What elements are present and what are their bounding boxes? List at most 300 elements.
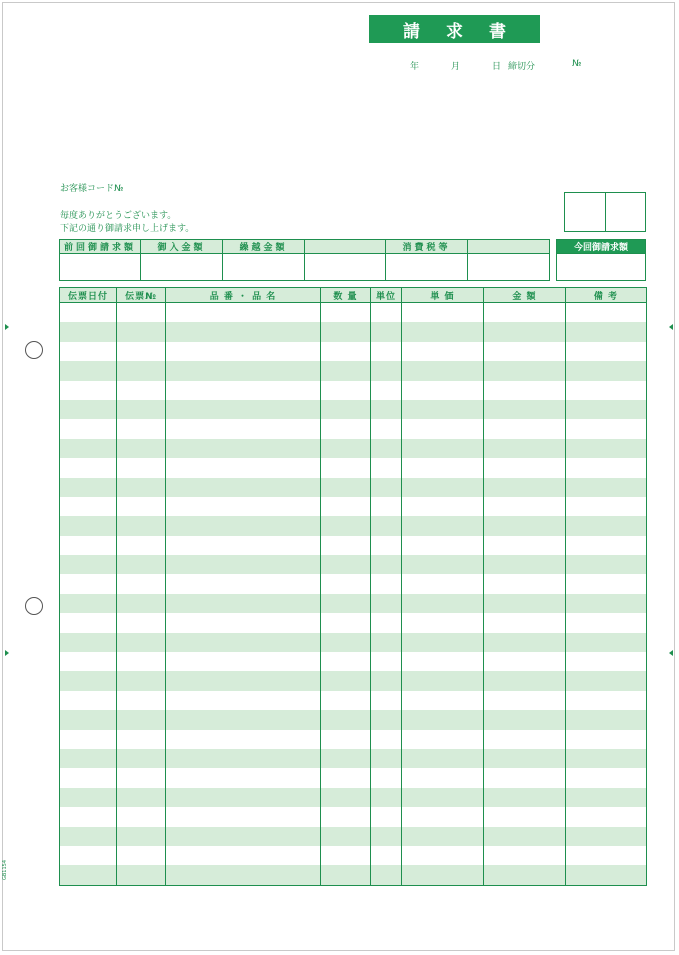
detail-header-quantity: 数 量 — [321, 288, 371, 303]
unit-cell[interactable] — [371, 846, 402, 865]
slip-no-cell[interactable] — [117, 730, 166, 749]
slip-no-cell[interactable] — [117, 574, 166, 593]
remarks-cell[interactable] — [566, 478, 647, 497]
item-cell[interactable] — [166, 730, 321, 749]
stamp-divider — [605, 193, 606, 231]
item-cell[interactable] — [166, 478, 321, 497]
unit-cell[interactable] — [371, 788, 402, 807]
table-row — [60, 322, 647, 341]
unit-price-cell[interactable] — [402, 652, 484, 671]
date-cell[interactable] — [60, 846, 117, 865]
slip-no-cell[interactable] — [117, 516, 166, 535]
date-cell[interactable] — [60, 749, 117, 768]
unit-price-cell[interactable] — [402, 691, 484, 710]
quantity-cell[interactable] — [321, 478, 371, 497]
unit-price-cell[interactable] — [402, 303, 484, 323]
table-row — [60, 516, 647, 535]
amount-cell[interactable] — [484, 749, 566, 768]
quantity-cell[interactable] — [321, 652, 371, 671]
unit-cell[interactable] — [371, 419, 402, 438]
unit-cell[interactable] — [371, 497, 402, 516]
item-cell[interactable] — [166, 827, 321, 846]
item-cell[interactable] — [166, 381, 321, 400]
date-cell[interactable] — [60, 342, 117, 361]
remarks-cell[interactable] — [566, 342, 647, 361]
remarks-cell[interactable] — [566, 710, 647, 729]
month-label: 月 — [451, 62, 461, 72]
quantity-cell[interactable] — [321, 555, 371, 574]
unit-cell[interactable] — [371, 439, 402, 458]
right-marker-bottom — [669, 650, 673, 656]
slip-no-cell[interactable] — [117, 749, 166, 768]
date-cell[interactable] — [60, 303, 117, 323]
day-label: 日 — [492, 62, 502, 72]
amount-cell[interactable] — [484, 788, 566, 807]
item-cell[interactable] — [166, 807, 321, 826]
unit-cell[interactable] — [371, 458, 402, 477]
amount-cell[interactable] — [484, 439, 566, 458]
amount-cell[interactable] — [484, 710, 566, 729]
slip-no-cell[interactable] — [117, 768, 166, 787]
item-cell[interactable] — [166, 710, 321, 729]
date-cell[interactable] — [60, 652, 117, 671]
slip-no-cell[interactable] — [117, 478, 166, 497]
remarks-cell[interactable] — [566, 458, 647, 477]
amount-cell[interactable] — [484, 613, 566, 632]
unit-price-cell[interactable] — [402, 768, 484, 787]
remarks-cell[interactable] — [566, 381, 647, 400]
remarks-cell[interactable] — [566, 788, 647, 807]
quantity-cell[interactable] — [321, 691, 371, 710]
date-cell[interactable] — [60, 613, 117, 632]
amount-cell[interactable] — [484, 846, 566, 865]
remarks-cell[interactable] — [566, 846, 647, 865]
detail-header-date: 伝票日付 — [60, 288, 117, 303]
table-row — [60, 419, 647, 438]
date-cell[interactable] — [60, 322, 117, 341]
slip-no-cell[interactable] — [117, 846, 166, 865]
amount-cell[interactable] — [484, 633, 566, 652]
item-cell[interactable] — [166, 361, 321, 380]
slip-no-cell[interactable] — [117, 613, 166, 632]
consumption-tax-cell[interactable] — [386, 254, 468, 281]
unit-price-cell[interactable] — [402, 458, 484, 477]
amount-cell[interactable] — [484, 827, 566, 846]
item-cell[interactable] — [166, 574, 321, 593]
left-marker-bottom — [5, 650, 9, 656]
summary-table — [59, 239, 550, 281]
year-label: 年 — [410, 62, 420, 72]
table-row — [60, 671, 647, 690]
slip-no-cell[interactable] — [117, 322, 166, 341]
carried-forward-cell[interactable] — [223, 254, 305, 281]
slip-no-cell[interactable] — [117, 536, 166, 555]
item-cell[interactable] — [166, 788, 321, 807]
quantity-cell[interactable] — [321, 381, 371, 400]
amount-cell[interactable] — [484, 768, 566, 787]
unit-price-cell[interactable] — [402, 749, 484, 768]
date-cell[interactable] — [60, 827, 117, 846]
slip-no-cell[interactable] — [117, 555, 166, 574]
amount-cell[interactable] — [484, 478, 566, 497]
slip-no-cell[interactable] — [117, 381, 166, 400]
quantity-cell[interactable] — [321, 594, 371, 613]
unit-price-cell[interactable] — [402, 671, 484, 690]
remarks-cell[interactable] — [566, 691, 647, 710]
summary-blank-cell[interactable] — [305, 254, 386, 281]
table-row — [60, 827, 647, 846]
unit-cell[interactable] — [371, 865, 402, 885]
quantity-cell[interactable] — [321, 788, 371, 807]
quantity-cell[interactable] — [321, 710, 371, 729]
unit-cell[interactable] — [371, 730, 402, 749]
unit-cell[interactable] — [371, 768, 402, 787]
date-cell[interactable] — [60, 691, 117, 710]
punch-hole-bottom — [25, 597, 43, 615]
amount-cell[interactable] — [484, 807, 566, 826]
unit-cell[interactable] — [371, 671, 402, 690]
unit-price-cell[interactable] — [402, 865, 484, 885]
unit-cell[interactable] — [371, 633, 402, 652]
unit-price-cell[interactable] — [402, 497, 484, 516]
table-row — [60, 342, 647, 361]
item-cell[interactable] — [166, 342, 321, 361]
amount-cell[interactable] — [484, 516, 566, 535]
date-cell[interactable] — [60, 419, 117, 438]
slip-no-cell[interactable] — [117, 807, 166, 826]
quantity-cell[interactable] — [321, 749, 371, 768]
amount-cell[interactable] — [484, 536, 566, 555]
item-cell[interactable] — [166, 536, 321, 555]
quantity-cell[interactable] — [321, 613, 371, 632]
quantity-cell[interactable] — [321, 361, 371, 380]
slip-no-cell[interactable] — [117, 652, 166, 671]
item-cell[interactable] — [166, 516, 321, 535]
remarks-cell[interactable] — [566, 439, 647, 458]
amount-cell[interactable] — [484, 730, 566, 749]
form-code: GB1154 — [2, 859, 8, 880]
amount-cell[interactable] — [484, 303, 566, 323]
table-row — [60, 788, 647, 807]
item-cell[interactable] — [166, 303, 321, 323]
right-marker-top — [669, 324, 673, 330]
remarks-cell[interactable] — [566, 633, 647, 652]
amount-cell[interactable] — [484, 381, 566, 400]
summary-header — [468, 240, 550, 254]
quantity-cell[interactable] — [321, 827, 371, 846]
amount-cell[interactable] — [484, 400, 566, 419]
table-row — [60, 555, 647, 574]
slip-no-cell[interactable] — [117, 671, 166, 690]
slip-no-cell[interactable] — [117, 419, 166, 438]
date-cell[interactable] — [60, 730, 117, 749]
slip-no-cell[interactable] — [117, 458, 166, 477]
previous-billing-cell[interactable] — [60, 254, 141, 281]
item-cell[interactable] — [166, 594, 321, 613]
detail-header-item: 品 番 ・ 品 名 — [166, 288, 321, 303]
detail-header-amount: 金 額 — [484, 288, 566, 303]
date-cell[interactable] — [60, 439, 117, 458]
amount-cell[interactable] — [484, 652, 566, 671]
unit-price-cell[interactable] — [402, 478, 484, 497]
remarks-cell[interactable] — [566, 594, 647, 613]
remarks-cell[interactable] — [566, 536, 647, 555]
date-cell[interactable] — [60, 710, 117, 729]
unit-price-cell[interactable] — [402, 342, 484, 361]
current-billing-table — [556, 239, 646, 281]
table-row — [60, 594, 647, 613]
item-cell[interactable] — [166, 322, 321, 341]
remarks-cell[interactable] — [566, 768, 647, 787]
amount-cell[interactable] — [484, 361, 566, 380]
item-cell[interactable] — [166, 671, 321, 690]
table-row — [60, 439, 647, 458]
slip-no-cell[interactable] — [117, 361, 166, 380]
unit-cell[interactable] — [371, 555, 402, 574]
detail-header-remarks: 備 考 — [566, 288, 647, 303]
unit-price-cell[interactable] — [402, 400, 484, 419]
remarks-cell[interactable] — [566, 749, 647, 768]
unit-cell[interactable] — [371, 749, 402, 768]
detail-table — [59, 287, 647, 886]
quantity-cell[interactable] — [321, 322, 371, 341]
table-row — [60, 478, 647, 497]
slip-no-cell[interactable] — [117, 788, 166, 807]
remarks-cell[interactable] — [566, 361, 647, 380]
slip-no-cell[interactable] — [117, 439, 166, 458]
quantity-cell[interactable] — [321, 574, 371, 593]
date-cell[interactable] — [60, 458, 117, 477]
quantity-cell[interactable] — [321, 536, 371, 555]
slip-no-cell[interactable] — [117, 633, 166, 652]
date-cell[interactable] — [60, 516, 117, 535]
table-row — [60, 865, 647, 885]
item-cell[interactable] — [166, 400, 321, 419]
item-cell[interactable] — [166, 768, 321, 787]
unit-price-cell[interactable] — [402, 361, 484, 380]
item-cell[interactable] — [166, 691, 321, 710]
current-billing-cell[interactable] — [557, 254, 646, 281]
unit-price-cell[interactable] — [402, 574, 484, 593]
slip-no-cell[interactable] — [117, 691, 166, 710]
slip-no-cell[interactable] — [117, 710, 166, 729]
unit-price-cell[interactable] — [402, 516, 484, 535]
quantity-cell[interactable] — [321, 419, 371, 438]
table-row — [60, 381, 647, 400]
amount-cell[interactable] — [484, 865, 566, 885]
remarks-cell[interactable] — [566, 671, 647, 690]
quantity-cell[interactable] — [321, 846, 371, 865]
table-row — [60, 361, 647, 380]
quantity-cell[interactable] — [321, 865, 371, 885]
unit-cell[interactable] — [371, 613, 402, 632]
table-row — [60, 807, 647, 826]
unit-cell[interactable] — [371, 594, 402, 613]
cutoff-label: 締切分 — [508, 62, 536, 72]
date-cell[interactable] — [60, 478, 117, 497]
unit-price-cell[interactable] — [402, 633, 484, 652]
table-row — [60, 458, 647, 477]
unit-cell[interactable] — [371, 303, 402, 323]
date-cell[interactable] — [60, 574, 117, 593]
quantity-cell[interactable] — [321, 807, 371, 826]
remarks-cell[interactable] — [566, 419, 647, 438]
quantity-cell[interactable] — [321, 516, 371, 535]
unit-cell[interactable] — [371, 691, 402, 710]
quantity-cell[interactable] — [321, 633, 371, 652]
summary-blank-cell[interactable] — [468, 254, 550, 281]
unit-price-cell[interactable] — [402, 613, 484, 632]
slip-no-cell[interactable] — [117, 342, 166, 361]
slip-no-cell[interactable] — [117, 594, 166, 613]
unit-price-cell[interactable] — [402, 536, 484, 555]
date-cell[interactable] — [60, 788, 117, 807]
detail-header-slip-no: 伝票№ — [117, 288, 166, 303]
date-cell[interactable] — [60, 594, 117, 613]
item-cell[interactable] — [166, 846, 321, 865]
table-row — [60, 303, 647, 323]
slip-no-cell[interactable] — [117, 303, 166, 323]
remarks-cell[interactable] — [566, 652, 647, 671]
unit-price-cell[interactable] — [402, 381, 484, 400]
unit-price-cell[interactable] — [402, 730, 484, 749]
unit-cell[interactable] — [371, 710, 402, 729]
greeting-line-2: 下記の通り御請求申し上げます。 — [60, 224, 195, 234]
remarks-cell[interactable] — [566, 827, 647, 846]
quantity-cell[interactable] — [321, 497, 371, 516]
quantity-cell[interactable] — [321, 342, 371, 361]
table-row — [60, 613, 647, 632]
unit-price-cell[interactable] — [402, 846, 484, 865]
unit-price-cell[interactable] — [402, 555, 484, 574]
detail-body — [60, 303, 647, 886]
date-cell[interactable] — [60, 361, 117, 380]
item-cell[interactable] — [166, 497, 321, 516]
remarks-cell[interactable] — [566, 497, 647, 516]
remarks-cell[interactable] — [566, 865, 647, 885]
item-cell[interactable] — [166, 613, 321, 632]
unit-cell[interactable] — [371, 322, 402, 341]
unit-cell[interactable] — [371, 807, 402, 826]
quantity-cell[interactable] — [321, 439, 371, 458]
unit-price-cell[interactable] — [402, 710, 484, 729]
item-cell[interactable] — [166, 865, 321, 885]
unit-price-cell[interactable] — [402, 807, 484, 826]
left-marker-top — [5, 324, 9, 330]
item-cell[interactable] — [166, 439, 321, 458]
unit-cell[interactable] — [371, 342, 402, 361]
remarks-cell[interactable] — [566, 555, 647, 574]
item-cell[interactable] — [166, 458, 321, 477]
unit-cell[interactable] — [371, 516, 402, 535]
item-cell[interactable] — [166, 652, 321, 671]
unit-price-cell[interactable] — [402, 439, 484, 458]
date-cell[interactable] — [60, 381, 117, 400]
unit-cell[interactable] — [371, 478, 402, 497]
slip-no-cell[interactable] — [117, 827, 166, 846]
date-cell[interactable] — [60, 497, 117, 516]
date-cell[interactable] — [60, 671, 117, 690]
slip-no-cell[interactable] — [117, 400, 166, 419]
slip-no-cell[interactable] — [117, 865, 166, 885]
unit-cell[interactable] — [371, 652, 402, 671]
unit-price-cell[interactable] — [402, 788, 484, 807]
date-cell[interactable] — [60, 633, 117, 652]
unit-cell[interactable] — [371, 381, 402, 400]
unit-cell[interactable] — [371, 400, 402, 419]
quantity-cell[interactable] — [321, 671, 371, 690]
unit-price-cell[interactable] — [402, 322, 484, 341]
unit-price-cell[interactable] — [402, 594, 484, 613]
amount-cell[interactable] — [484, 458, 566, 477]
stamp-box — [564, 192, 646, 232]
date-cell[interactable] — [60, 400, 117, 419]
quantity-cell[interactable] — [321, 730, 371, 749]
table-row — [60, 574, 647, 593]
unit-price-cell[interactable] — [402, 827, 484, 846]
remarks-cell[interactable] — [566, 574, 647, 593]
amount-cell[interactable] — [484, 322, 566, 341]
detail-header-unit-price: 単 価 — [402, 288, 484, 303]
item-cell[interactable] — [166, 419, 321, 438]
unit-cell[interactable] — [371, 574, 402, 593]
amount-cell[interactable] — [484, 594, 566, 613]
remarks-cell[interactable] — [566, 516, 647, 535]
remarks-cell[interactable] — [566, 613, 647, 632]
date-cell[interactable] — [60, 807, 117, 826]
remarks-cell[interactable] — [566, 322, 647, 341]
quantity-cell[interactable] — [321, 768, 371, 787]
quantity-cell[interactable] — [321, 458, 371, 477]
remarks-cell[interactable] — [566, 400, 647, 419]
slip-no-cell[interactable] — [117, 497, 166, 516]
amount-cell[interactable] — [484, 419, 566, 438]
table-row — [60, 633, 647, 652]
date-cell[interactable] — [60, 536, 117, 555]
item-cell[interactable] — [166, 633, 321, 652]
remarks-cell[interactable] — [566, 303, 647, 323]
amount-cell[interactable] — [484, 671, 566, 690]
current-billing-header: 今回御請求額 — [557, 240, 646, 254]
invoice-title: 請求書 — [369, 15, 540, 43]
greeting-line-1: 毎度ありがとうございます。 — [60, 211, 177, 221]
punch-hole-top — [25, 341, 43, 359]
item-cell[interactable] — [166, 749, 321, 768]
table-row — [60, 497, 647, 516]
detail-header-unit: 単位 — [371, 288, 402, 303]
unit-cell[interactable] — [371, 536, 402, 555]
amount-cell[interactable] — [484, 555, 566, 574]
date-cell[interactable] — [60, 768, 117, 787]
summary-header — [305, 240, 386, 254]
unit-price-cell[interactable] — [402, 419, 484, 438]
quantity-cell[interactable] — [321, 400, 371, 419]
payment-received-cell[interactable] — [141, 254, 223, 281]
unit-cell[interactable] — [371, 361, 402, 380]
amount-cell[interactable] — [484, 574, 566, 593]
date-cell[interactable] — [60, 865, 117, 885]
table-row — [60, 730, 647, 749]
amount-cell[interactable] — [484, 497, 566, 516]
remarks-cell[interactable] — [566, 807, 647, 826]
item-cell[interactable] — [166, 555, 321, 574]
unit-cell[interactable] — [371, 827, 402, 846]
quantity-cell[interactable] — [321, 303, 371, 323]
amount-cell[interactable] — [484, 691, 566, 710]
remarks-cell[interactable] — [566, 730, 647, 749]
date-cell[interactable] — [60, 555, 117, 574]
amount-cell[interactable] — [484, 342, 566, 361]
